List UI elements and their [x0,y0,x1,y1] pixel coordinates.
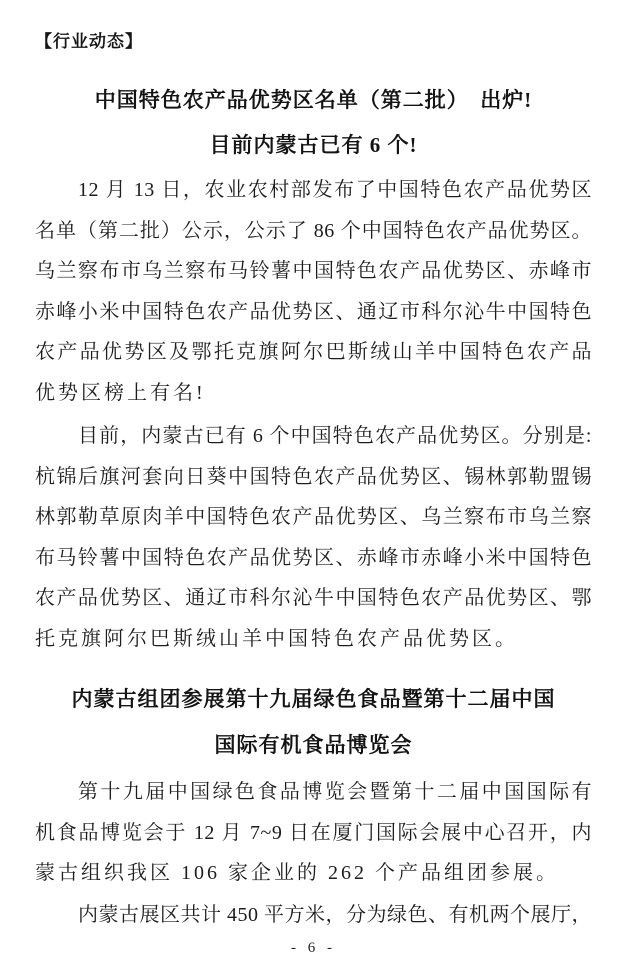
text-line: 优势区榜上有名! [35,381,206,404]
article-2-title-line-1: 内蒙古组团参展第十九届绿色食品暨第十二届中国 [71,687,556,711]
text-line: 托克旗阿尔巴斯绒山羊中国特色农产品优势区。 [35,627,518,650]
article-1-paragraph-1 [35,170,592,414]
article-1-title-line-1: 中国特色农产品优势区名单（第二批） 出炉! [94,88,533,112]
text-line: 杭锦后旗河套向日葵中国特色农产品优势区、锡林郭勒盟锡 [35,465,592,488]
text-line: 乌兰察布市乌兰察布马铃薯中国特色农产品优势区、赤峰市 [35,260,592,283]
article-2-paragraph-2 [35,895,592,936]
article-1-title [35,78,592,168]
text-line: 第十九届中国绿色食品博览会暨第十二届中国国际有 [78,781,592,803]
text-line: 林郭勒草原肉羊中国特色农产品优势区、乌兰察布市乌兰察 [35,506,592,529]
text-line: 目前，内蒙古已有 6 个中国特色农产品优势区。分别是: [78,425,592,447]
text-line: 名单（第二批）公示，公示了 86 个中国特色农产品优势区。 [35,219,592,242]
article-2-title [35,676,592,768]
article-2-title-line-2: 国际有机食品博览会 [214,733,413,757]
text-line: 蒙古组织我区 106 家企业的 262 个产品组团参展。 [35,862,559,885]
article-1-title-line-2: 目前内蒙古已有 6 个! [209,133,418,157]
page-number: - 6 - [291,940,336,956]
article-2-paragraph-1 [35,772,592,894]
text-line: 12 月 13 日，农业农村部发布了中国特色农产品优势区 [78,179,592,201]
section-label: 【行业动态】 [35,32,143,51]
text-line: 农产品优势区及鄂托克旗阿尔巴斯绒山羊中国特色农产品 [35,341,592,364]
text-line: 内蒙古展区共计 450 平方米，分为绿色、有机两个展厅， [78,904,592,926]
text-line: 赤峰小米中国特色农产品优势区、通辽市科尔沁牛中国特色 [35,300,592,323]
text-line: 布马铃薯中国特色农产品优势区、赤峰市赤峰小米中国特色 [35,546,592,569]
text-line: 机食品博览会于 12 月 7~9 日在厦门国际会展中心召开，内 [35,821,592,844]
text-line: 农产品优势区、通辽市科尔沁牛中国特色农产品优势区、鄂 [35,587,592,610]
article-1-paragraph-2 [35,416,592,660]
